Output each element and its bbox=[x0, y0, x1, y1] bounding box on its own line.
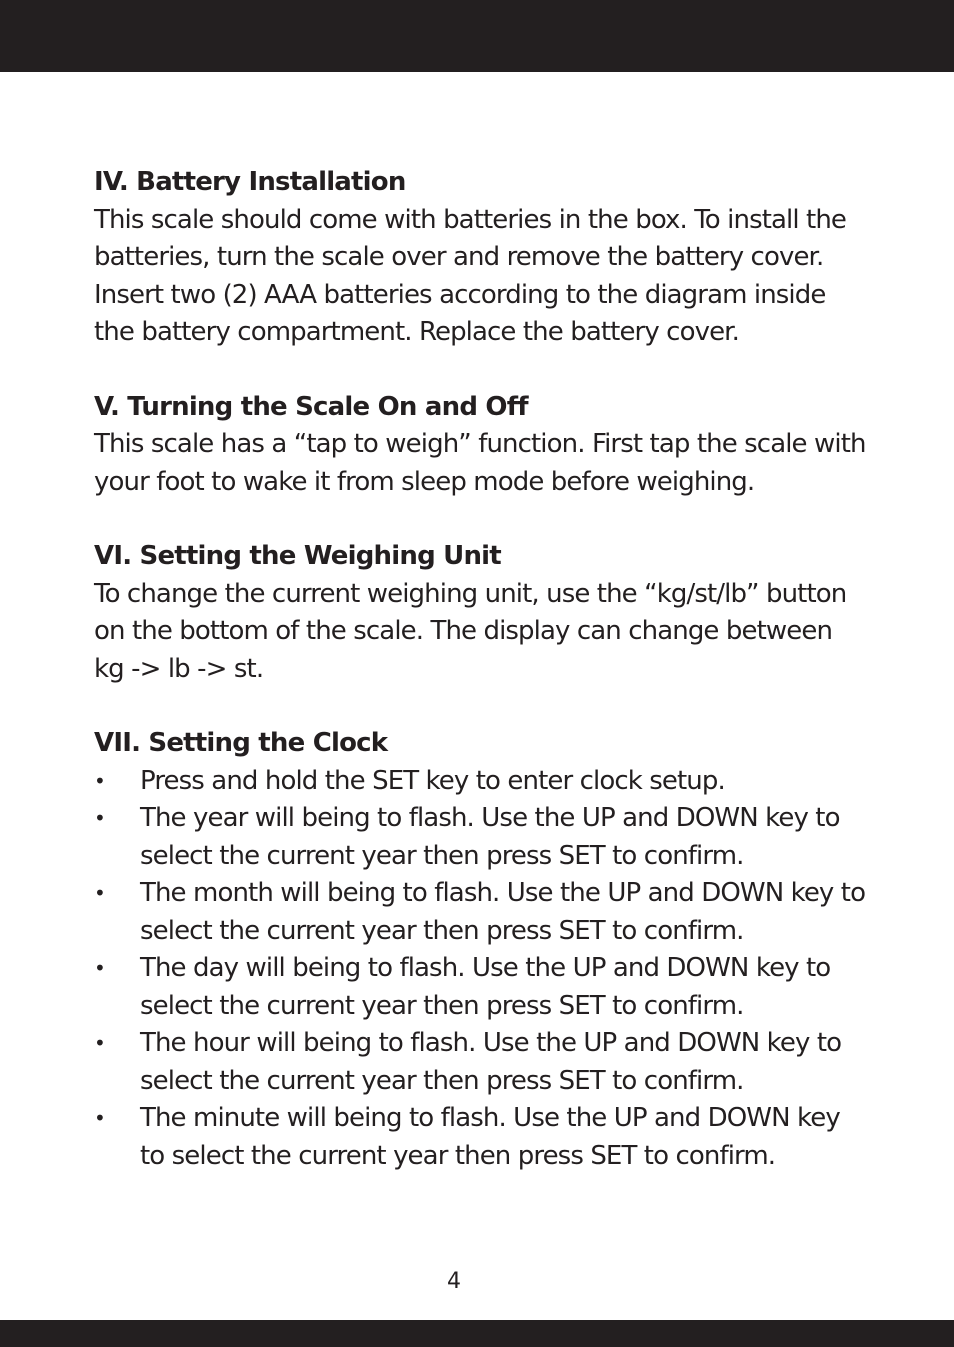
list-item bbox=[94, 950, 869, 1025]
section-turning-on-off bbox=[94, 389, 869, 502]
manual-content bbox=[94, 164, 869, 1212]
list-item-text: The year will being to flash. Use the UP and DOWN key to select the current year then press SET to confirm. bbox=[140, 803, 840, 871]
list-item-text: Press and hold the SET key to enter clock setup. bbox=[140, 765, 725, 796]
bullet-icon: • bbox=[94, 806, 105, 830]
section-body: This scale should come with batteries in the box. To install the batteries, turn the scale over and remove the battery cover. Insert two (2) AAA batteries according to the diagram inside the battery compartment. Replace the battery cover. bbox=[94, 204, 847, 347]
bullet-icon: • bbox=[94, 1031, 105, 1055]
section-weighing-unit bbox=[94, 538, 869, 688]
list-item-text: The day will being to flash. Use the UP and DOWN key to select the current year then press SET to confirm. bbox=[140, 953, 831, 1021]
bullet-icon: • bbox=[94, 1106, 105, 1130]
page-number: 4 bbox=[447, 1269, 461, 1294]
list-item bbox=[94, 1100, 869, 1175]
header-bar bbox=[0, 0, 954, 72]
list-item bbox=[94, 875, 869, 950]
section-battery-installation bbox=[94, 164, 869, 352]
section-heading: VI. Setting the Weighing Unit bbox=[94, 541, 501, 571]
section-setting-clock bbox=[94, 725, 869, 1175]
footer-bar bbox=[0, 1320, 954, 1347]
section-heading: VII. Setting the Clock bbox=[94, 728, 388, 758]
bullet-icon: • bbox=[94, 881, 105, 905]
list-item bbox=[94, 1025, 869, 1100]
list-item-text: The hour will being to flash. Use the UP and DOWN key to select the current year then press SET to confirm. bbox=[140, 1028, 842, 1096]
clock-steps-list bbox=[94, 763, 869, 1176]
bullet-icon: • bbox=[94, 956, 105, 980]
section-body: This scale has a “tap to weigh” function. First tap the scale with your foot to wake it from sleep mode before weighing. bbox=[94, 429, 866, 497]
list-item-text: The minute will being to flash. Use the UP and DOWN key to select the current year then press SET to confirm. bbox=[140, 1103, 840, 1171]
list-item bbox=[94, 763, 869, 801]
section-heading: V. Turning the Scale On and Off bbox=[94, 391, 528, 422]
list-item bbox=[94, 800, 869, 875]
list-item-text: The month will being to flash. Use the UP and DOWN key to select the current year then press SET to confirm. bbox=[140, 878, 866, 946]
bullet-icon: • bbox=[94, 768, 105, 793]
section-heading: IV. Battery Installation bbox=[94, 167, 406, 197]
section-body: To change the current weighing unit, use the “kg/st/lb” button on the bottom of the scale. The display can change between kg -> lb -> st. bbox=[94, 578, 847, 684]
